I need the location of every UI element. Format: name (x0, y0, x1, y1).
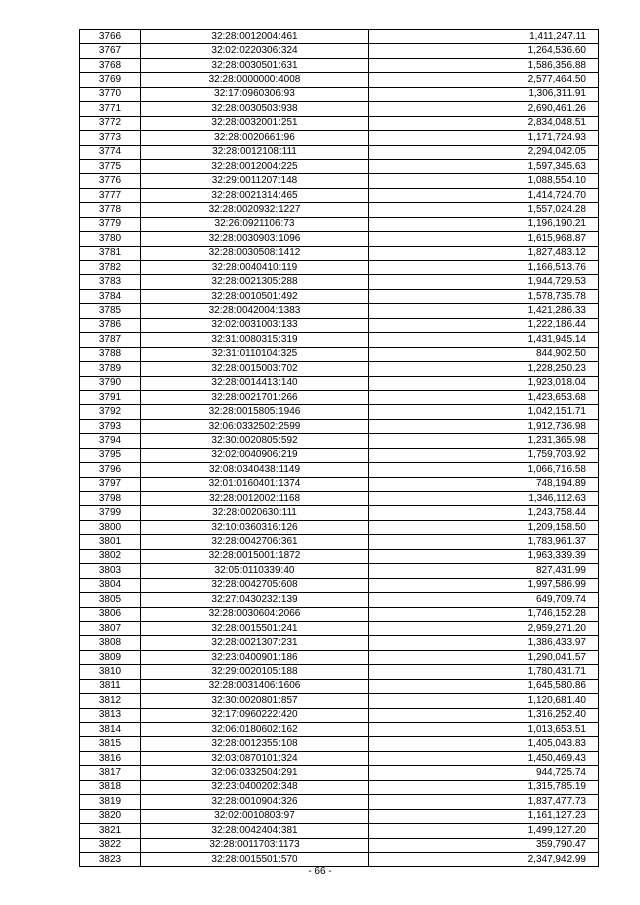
cadastral-number-cell: 32:30:0020805:592 (141, 434, 369, 448)
row-number-cell: 3767 (80, 44, 141, 58)
table-row (80, 44, 599, 58)
cadastral-number-cell: 32:28:0020630:111 (141, 506, 369, 520)
cadastral-number-cell: 32:05:0110339:40 (141, 564, 369, 578)
amount-cell: 1,557,024.28 (369, 203, 599, 217)
cadastral-number-cell: 32:28:0042004:1383 (141, 304, 369, 318)
table-row (80, 520, 599, 534)
cadastral-number-cell: 32:28:0014413:140 (141, 376, 369, 390)
row-number-cell: 3788 (80, 347, 141, 361)
amount-cell: 827,431.99 (369, 564, 599, 578)
table-row (80, 376, 599, 390)
row-number-cell: 3771 (80, 102, 141, 116)
row-number-cell: 3817 (80, 766, 141, 780)
row-number-cell: 3772 (80, 116, 141, 130)
cadastral-number-cell: 32:28:0042404:381 (141, 824, 369, 838)
row-number-cell: 3799 (80, 506, 141, 520)
row-number-cell: 3809 (80, 650, 141, 664)
table-row (80, 73, 599, 87)
table-row (80, 751, 599, 765)
amount-cell: 2,577,464.50 (369, 73, 599, 87)
cadastral-number-cell: 32:17:0960222:420 (141, 708, 369, 722)
row-number-cell: 3783 (80, 275, 141, 289)
table-body (80, 30, 599, 867)
table-row (80, 145, 599, 159)
row-number-cell: 3816 (80, 751, 141, 765)
table-row (80, 838, 599, 852)
amount-cell: 1,450,469.43 (369, 751, 599, 765)
table-row (80, 347, 599, 361)
table-row (80, 824, 599, 838)
table-row (80, 506, 599, 520)
cadastral-number-cell: 32:28:0021314:465 (141, 188, 369, 202)
table-row (80, 737, 599, 751)
amount-cell: 1,423,653.68 (369, 390, 599, 404)
amount-cell: 1,120,681.40 (369, 694, 599, 708)
cadastral-number-cell: 32:28:0030903:1096 (141, 232, 369, 246)
amount-cell: 1,306,311.91 (369, 87, 599, 101)
table-row (80, 477, 599, 491)
table-row (80, 419, 599, 433)
row-number-cell: 3805 (80, 593, 141, 607)
cadastral-number-cell: 32:28:0030604:2066 (141, 607, 369, 621)
cadastral-number-cell: 32:28:0040410:119 (141, 261, 369, 275)
row-number-cell: 3785 (80, 304, 141, 318)
row-number-cell: 3808 (80, 636, 141, 650)
row-number-cell: 3812 (80, 694, 141, 708)
row-number-cell: 3776 (80, 174, 141, 188)
row-number-cell: 3819 (80, 795, 141, 809)
row-number-cell: 3800 (80, 520, 141, 534)
row-number-cell: 3795 (80, 448, 141, 462)
table-row (80, 261, 599, 275)
row-number-cell: 3787 (80, 333, 141, 347)
amount-cell: 1,264,536.60 (369, 44, 599, 58)
row-number-cell: 3804 (80, 578, 141, 592)
table-row (80, 694, 599, 708)
cadastral-number-cell: 32:28:0020932:1227 (141, 203, 369, 217)
table-row (80, 58, 599, 72)
amount-cell: 2,834,048.51 (369, 116, 599, 130)
row-number-cell: 3802 (80, 549, 141, 563)
amount-cell: 1,414,724.70 (369, 188, 599, 202)
row-number-cell: 3784 (80, 289, 141, 303)
row-number-cell: 3803 (80, 564, 141, 578)
cadastral-number-cell: 32:28:0015003:702 (141, 362, 369, 376)
cadastral-number-cell: 32:28:0012004:461 (141, 30, 369, 44)
row-number-cell: 3810 (80, 665, 141, 679)
cadastral-number-cell: 32:28:0000000:4008 (141, 73, 369, 87)
cadastral-number-cell: 32:28:0021701:266 (141, 390, 369, 404)
amount-cell: 1,316,252.40 (369, 708, 599, 722)
table-row (80, 593, 599, 607)
amount-cell: 1,431,945.14 (369, 333, 599, 347)
row-number-cell: 3773 (80, 131, 141, 145)
cadastral-number-cell: 32:02:0040906:219 (141, 448, 369, 462)
cadastral-number-cell: 32:31:0080315:319 (141, 333, 369, 347)
table-row (80, 636, 599, 650)
cadastral-number-cell: 32:28:0015501:570 (141, 852, 369, 866)
table-row (80, 304, 599, 318)
cadastral-number-cell: 32:28:0042705:608 (141, 578, 369, 592)
amount-cell: 1,421,286.33 (369, 304, 599, 318)
amount-cell: 1,912,736.98 (369, 419, 599, 433)
table-row (80, 116, 599, 130)
amount-cell: 1,963,339.39 (369, 549, 599, 563)
amount-cell: 1,228,250.23 (369, 362, 599, 376)
table-row (80, 246, 599, 260)
cadastral-number-cell: 32:28:0010904:326 (141, 795, 369, 809)
table-row (80, 159, 599, 173)
amount-cell: 1,290,041.57 (369, 650, 599, 664)
table-row (80, 607, 599, 621)
cadastral-number-cell: 32:17:0960306:93 (141, 87, 369, 101)
table-row (80, 780, 599, 794)
amount-cell: 1,578,735.78 (369, 289, 599, 303)
cadastral-number-cell: 32:02:0010803:97 (141, 809, 369, 823)
amount-cell: 1,346,112.63 (369, 492, 599, 506)
cadastral-number-cell: 32:08:0340438:1149 (141, 463, 369, 477)
table-row (80, 318, 599, 332)
row-number-cell: 3766 (80, 30, 141, 44)
row-number-cell: 3781 (80, 246, 141, 260)
amount-cell: 1,013,653.51 (369, 723, 599, 737)
row-number-cell: 3823 (80, 852, 141, 866)
amount-cell: 1,645,580.86 (369, 679, 599, 693)
amount-cell: 2,294,042.05 (369, 145, 599, 159)
amount-cell: 1,997,586.99 (369, 578, 599, 592)
row-number-cell: 3790 (80, 376, 141, 390)
row-number-cell: 3822 (80, 838, 141, 852)
amount-cell: 1,209,158.50 (369, 520, 599, 534)
amount-cell: 748,194.89 (369, 477, 599, 491)
table-row (80, 766, 599, 780)
cadastral-number-cell: 32:28:0012108:111 (141, 145, 369, 159)
table-row (80, 723, 599, 737)
row-number-cell: 3797 (80, 477, 141, 491)
row-number-cell: 3774 (80, 145, 141, 159)
amount-cell: 649,709.74 (369, 593, 599, 607)
row-number-cell: 3777 (80, 188, 141, 202)
row-number-cell: 3796 (80, 463, 141, 477)
table-row (80, 621, 599, 635)
table-row (80, 852, 599, 866)
amount-cell: 1,499,127.20 (369, 824, 599, 838)
table-row (80, 535, 599, 549)
cadastral-number-cell: 32:30:0020801:857 (141, 694, 369, 708)
amount-cell: 1,783,961.37 (369, 535, 599, 549)
amount-cell: 1,827,483.12 (369, 246, 599, 260)
table-row (80, 795, 599, 809)
amount-cell: 1,586,356.88 (369, 58, 599, 72)
row-number-cell: 3814 (80, 723, 141, 737)
table-row (80, 564, 599, 578)
row-number-cell: 3769 (80, 73, 141, 87)
amount-cell: 944,725.74 (369, 766, 599, 780)
row-number-cell: 3792 (80, 405, 141, 419)
table-row (80, 708, 599, 722)
amount-cell: 1,615,968.87 (369, 232, 599, 246)
table-row (80, 549, 599, 563)
cadastral-number-cell: 32:27:0430232:139 (141, 593, 369, 607)
table-row (80, 203, 599, 217)
cadastral-number-cell: 32:06:0180602:162 (141, 723, 369, 737)
table-row (80, 102, 599, 116)
table-row (80, 650, 599, 664)
table-row (80, 232, 599, 246)
table-row (80, 131, 599, 145)
cadastral-number-cell: 32:28:0030503:938 (141, 102, 369, 116)
amount-cell: 1,944,729.53 (369, 275, 599, 289)
row-number-cell: 3779 (80, 217, 141, 231)
amount-cell: 1,196,190.21 (369, 217, 599, 231)
table-row (80, 463, 599, 477)
row-number-cell: 3818 (80, 780, 141, 794)
page-number: - 66 - (308, 866, 332, 877)
cadastral-number-cell: 32:28:0015501:241 (141, 621, 369, 635)
row-number-cell: 3793 (80, 419, 141, 433)
cadastral-number-cell: 32:28:0021305:288 (141, 275, 369, 289)
row-number-cell: 3820 (80, 809, 141, 823)
table-row (80, 87, 599, 101)
row-number-cell: 3786 (80, 318, 141, 332)
table-row (80, 434, 599, 448)
cadastral-number-cell: 32:31:0110104:325 (141, 347, 369, 361)
row-number-cell: 3782 (80, 261, 141, 275)
table-row (80, 665, 599, 679)
cadastral-number-cell: 32:06:0332502:2599 (141, 419, 369, 433)
cadastral-number-cell: 32:01:0160401:1374 (141, 477, 369, 491)
cadastral-number-cell: 32:23:0400202:348 (141, 780, 369, 794)
table-row (80, 30, 599, 44)
row-number-cell: 3821 (80, 824, 141, 838)
row-number-cell: 3807 (80, 621, 141, 635)
amount-cell: 2,959,271.20 (369, 621, 599, 635)
amount-cell: 1,386,433.97 (369, 636, 599, 650)
table-row (80, 405, 599, 419)
cadastral-number-cell: 32:28:0012004:225 (141, 159, 369, 173)
row-number-cell: 3775 (80, 159, 141, 173)
cadastral-number-cell: 32:28:0015001:1872 (141, 549, 369, 563)
row-number-cell: 3791 (80, 390, 141, 404)
amount-cell: 1,780,431.71 (369, 665, 599, 679)
cadastral-number-cell: 32:29:0011207:148 (141, 174, 369, 188)
table-row (80, 174, 599, 188)
cadastral-number-cell: 32:28:0042706:361 (141, 535, 369, 549)
amount-cell: 1,222,186.44 (369, 318, 599, 332)
cadastral-number-cell: 32:28:0012002:1168 (141, 492, 369, 506)
amount-cell: 1,405,043.83 (369, 737, 599, 751)
table-row (80, 448, 599, 462)
amount-cell: 1,231,365.98 (369, 434, 599, 448)
amount-cell: 1,088,554.10 (369, 174, 599, 188)
amount-cell: 1,166,513.76 (369, 261, 599, 275)
table-row (80, 679, 599, 693)
amount-cell: 1,243,758.44 (369, 506, 599, 520)
amount-cell: 1,066,716.58 (369, 463, 599, 477)
table-row (80, 275, 599, 289)
row-number-cell: 3801 (80, 535, 141, 549)
table-row (80, 362, 599, 376)
cadastral-number-cell: 32:29:0020105:188 (141, 665, 369, 679)
amount-cell: 1,161,127.23 (369, 809, 599, 823)
amount-cell: 1,597,345.63 (369, 159, 599, 173)
table-row (80, 578, 599, 592)
row-number-cell: 3798 (80, 492, 141, 506)
amount-cell: 2,690,461.26 (369, 102, 599, 116)
amount-cell: 1,759,703.92 (369, 448, 599, 462)
amount-cell: 1,171,724.93 (369, 131, 599, 145)
table-row (80, 390, 599, 404)
amount-cell: 1,315,785.19 (369, 780, 599, 794)
cadastral-number-cell: 32:28:0032001:251 (141, 116, 369, 130)
cadastral-number-cell: 32:28:0012355:108 (141, 737, 369, 751)
table-row (80, 217, 599, 231)
row-number-cell: 3794 (80, 434, 141, 448)
row-number-cell: 3813 (80, 708, 141, 722)
cadastral-number-cell: 32:02:0031003:133 (141, 318, 369, 332)
cadastral-number-cell: 32:28:0030501:631 (141, 58, 369, 72)
amount-cell: 2,347,942.99 (369, 852, 599, 866)
cadastral-number-cell: 32:23:0400901:186 (141, 650, 369, 664)
cadastral-number-cell: 32:28:0010501:492 (141, 289, 369, 303)
row-number-cell: 3811 (80, 679, 141, 693)
cadastral-number-cell: 32:03:0870101:324 (141, 751, 369, 765)
amount-cell: 844,902.50 (369, 347, 599, 361)
cadastral-number-cell: 32:10:0360316:126 (141, 520, 369, 534)
amount-cell: 1,837,477.73 (369, 795, 599, 809)
row-number-cell: 3770 (80, 87, 141, 101)
cadastral-number-cell: 32:28:0030508:1412 (141, 246, 369, 260)
row-number-cell: 3778 (80, 203, 141, 217)
row-number-cell: 3780 (80, 232, 141, 246)
table-row (80, 188, 599, 202)
cadastral-number-cell: 32:26:0921106:73 (141, 217, 369, 231)
row-number-cell: 3768 (80, 58, 141, 72)
table-row (80, 289, 599, 303)
amount-cell: 1,746,152.28 (369, 607, 599, 621)
row-number-cell: 3806 (80, 607, 141, 621)
cadastral-number-cell: 32:28:0031406:1606 (141, 679, 369, 693)
amount-cell: 1,923,018.04 (369, 376, 599, 390)
table-row (80, 492, 599, 506)
row-number-cell: 3789 (80, 362, 141, 376)
cadastral-number-cell: 32:06:0332504:291 (141, 766, 369, 780)
cadastral-number-cell: 32:28:0021307:231 (141, 636, 369, 650)
amount-cell: 1,411,247.11 (369, 30, 599, 44)
table-row (80, 809, 599, 823)
cadastral-number-cell: 32:28:0020661:96 (141, 131, 369, 145)
table-row (80, 333, 599, 347)
amount-cell: 1,042,151.71 (369, 405, 599, 419)
cadastral-number-cell: 32:28:0011703:1173 (141, 838, 369, 852)
cadastral-number-cell: 32:28:0015805:1946 (141, 405, 369, 419)
amount-cell: 359,790.47 (369, 838, 599, 852)
data-table (79, 29, 599, 867)
row-number-cell: 3815 (80, 737, 141, 751)
cadastral-number-cell: 32:02:0220306:324 (141, 44, 369, 58)
